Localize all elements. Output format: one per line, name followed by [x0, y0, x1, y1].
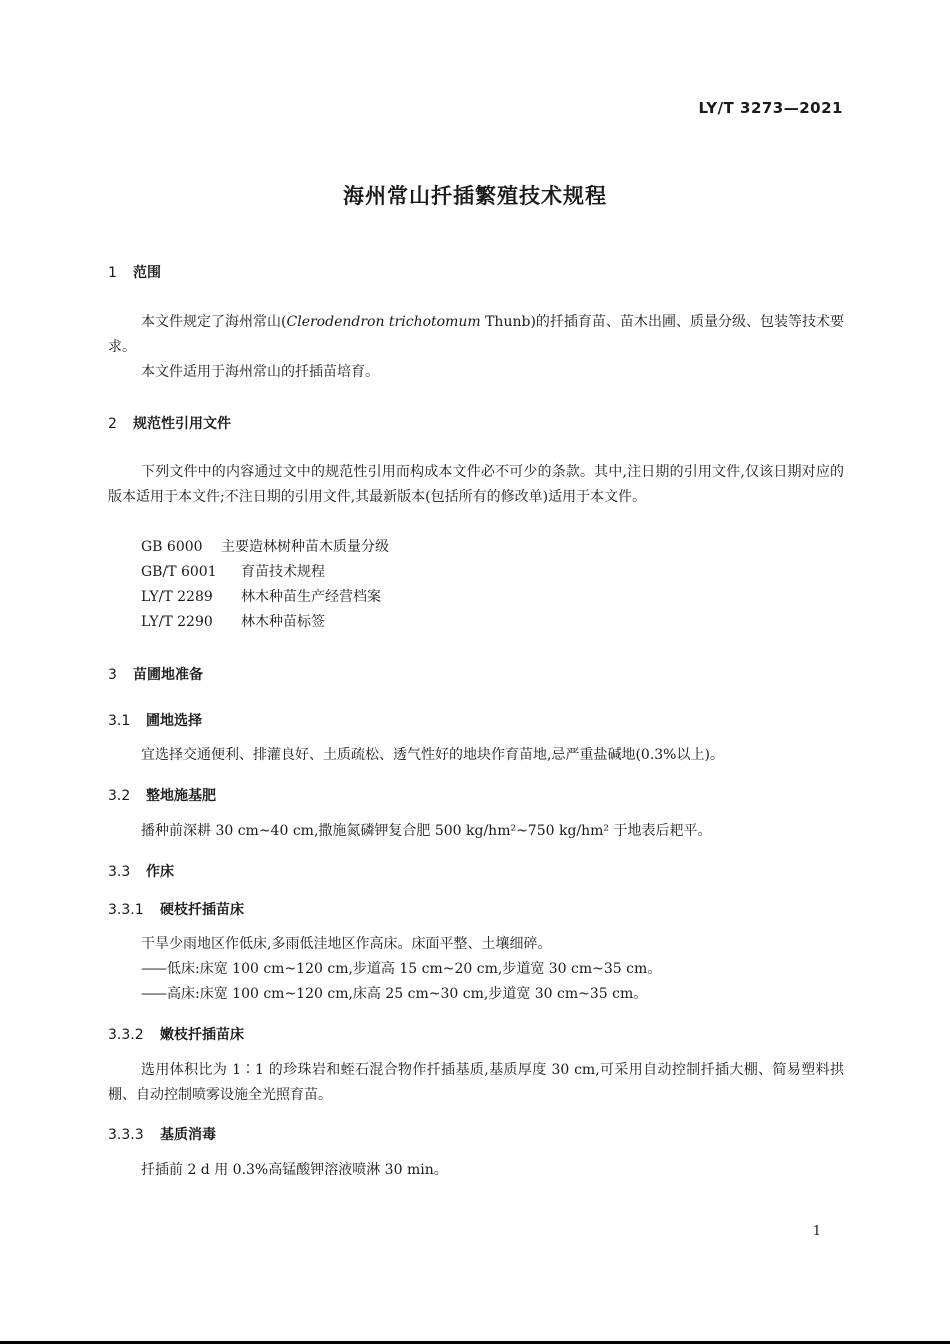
section-title: 规范性引用文件 [133, 416, 231, 432]
reference-name: 主要造林树种苗木质量分级 [221, 539, 389, 555]
section-number: 2 [108, 416, 117, 432]
section-1-heading [108, 262, 161, 282]
softwood-bed-text: 选用体积比为 1∶1 的珍珠岩和蛭石混合物作扦插基质,基质厚度 30 cm,可采用自动控制扦插大棚、简易塑料拱棚、自动控制喷雾设施全光照育苗。 [108, 1062, 844, 1103]
section-number: 3 [108, 667, 117, 683]
subsection-title: 圃地选择 [146, 713, 202, 729]
reference-name: 林木种苗标签 [241, 614, 325, 630]
dash-marker: —— [141, 986, 165, 1002]
section-title: 苗圃地准备 [133, 667, 203, 683]
land-prep-text: 播种前深耕 30 cm~40 cm,撒施氮磷钾复合肥 500 kg/hm²~750 kg/hm² 于地表后耙平。 [141, 823, 712, 839]
subsection-title: 整地施基肥 [146, 788, 216, 804]
standard-code: LY/T 3273—2021 [698, 99, 843, 117]
list-item-text: 高床:床宽 100 cm~120 cm,床高 25 cm~30 cm,步道宽 30 cm~35 cm。 [167, 986, 648, 1002]
subsection-number: 3.2 [108, 788, 131, 804]
reference-name: 育苗技术规程 [241, 564, 325, 580]
scope-paragraph-2: 本文件适用于海州常山的扦插苗培育。 [141, 364, 379, 380]
reference-code: LY/T 2289 [141, 589, 213, 605]
subsection-3-3-1-heading [108, 899, 244, 919]
document-title: 海州常山扦插繁殖技术规程 [343, 184, 607, 208]
page-number: 1 [812, 1224, 821, 1239]
subsection-number: 3.3.3 [108, 1127, 144, 1143]
reference-code: LY/T 2290 [141, 614, 213, 630]
reference-item [141, 585, 381, 610]
list-item [141, 957, 661, 982]
reference-item [141, 560, 325, 585]
dash-marker: —— [141, 961, 165, 977]
subsection-3-3-2-heading [108, 1024, 244, 1044]
section-title: 范围 [133, 265, 161, 281]
section-3-heading [108, 664, 203, 684]
subsection-3-3-heading [108, 861, 174, 881]
subsection-title: 硬枝扦插苗床 [160, 902, 244, 918]
hardwood-bed-text: 干旱少雨地区作低床,多雨低洼地区作高床。床面平整、土壤细碎。 [141, 936, 552, 952]
scope-text-post: Thunb)的扦插育苗、苗木出圃、质量分级、包装等技术要求。 [108, 314, 844, 355]
section-2-heading [108, 413, 231, 433]
reference-item [141, 610, 325, 635]
reference-code: GB 6000 [141, 539, 203, 555]
scope-text-pre: 本文件规定了海州常山( [141, 314, 287, 330]
scope-paragraph-1 [108, 310, 844, 360]
subsection-number: 3.3 [108, 864, 131, 880]
subsection-3-1-heading [108, 710, 202, 730]
subsection-3-3-3-heading [108, 1124, 216, 1144]
latin-name: Clerodendron trichotomum [286, 314, 481, 330]
substrate-disinfection-text: 扦插前 2 d 用 0.3%高锰酸钾溶液喷淋 30 min。 [141, 1162, 448, 1178]
subsection-3-2-heading [108, 785, 216, 805]
subsection-number: 3.1 [108, 713, 131, 729]
nursery-selection-text: 宜选择交通便利、排灌良好、土质疏松、透气性好的地块作育苗地,忌严重盐碱地(0.3%以上)。 [141, 747, 724, 763]
section-number: 1 [108, 265, 117, 281]
subsection-number: 3.3.1 [108, 902, 144, 918]
subsection-title: 作床 [146, 864, 174, 880]
reference-name: 林木种苗生产经营档案 [241, 589, 381, 605]
reference-item [141, 535, 389, 560]
list-item-text: 低床:床宽 100 cm~120 cm,步道高 15 cm~20 cm,步道宽 30 cm~35 cm。 [167, 961, 662, 977]
list-item [141, 982, 647, 1007]
subsection-title: 基质消毒 [160, 1127, 216, 1143]
normative-refs-paragraph: 下列文件中的内容通过文中的规范性引用而构成本文件必不可少的条款。其中,注日期的引用文件,仅该日期对应的版本适用于本文件;不注日期的引用文件,其最新版本(包括所有的修改单)适用于本文件。 [108, 464, 844, 505]
subsection-number: 3.3.2 [108, 1027, 144, 1043]
reference-code: GB/T 6001 [141, 564, 217, 580]
subsection-title: 嫩枝扦插苗床 [160, 1027, 244, 1043]
